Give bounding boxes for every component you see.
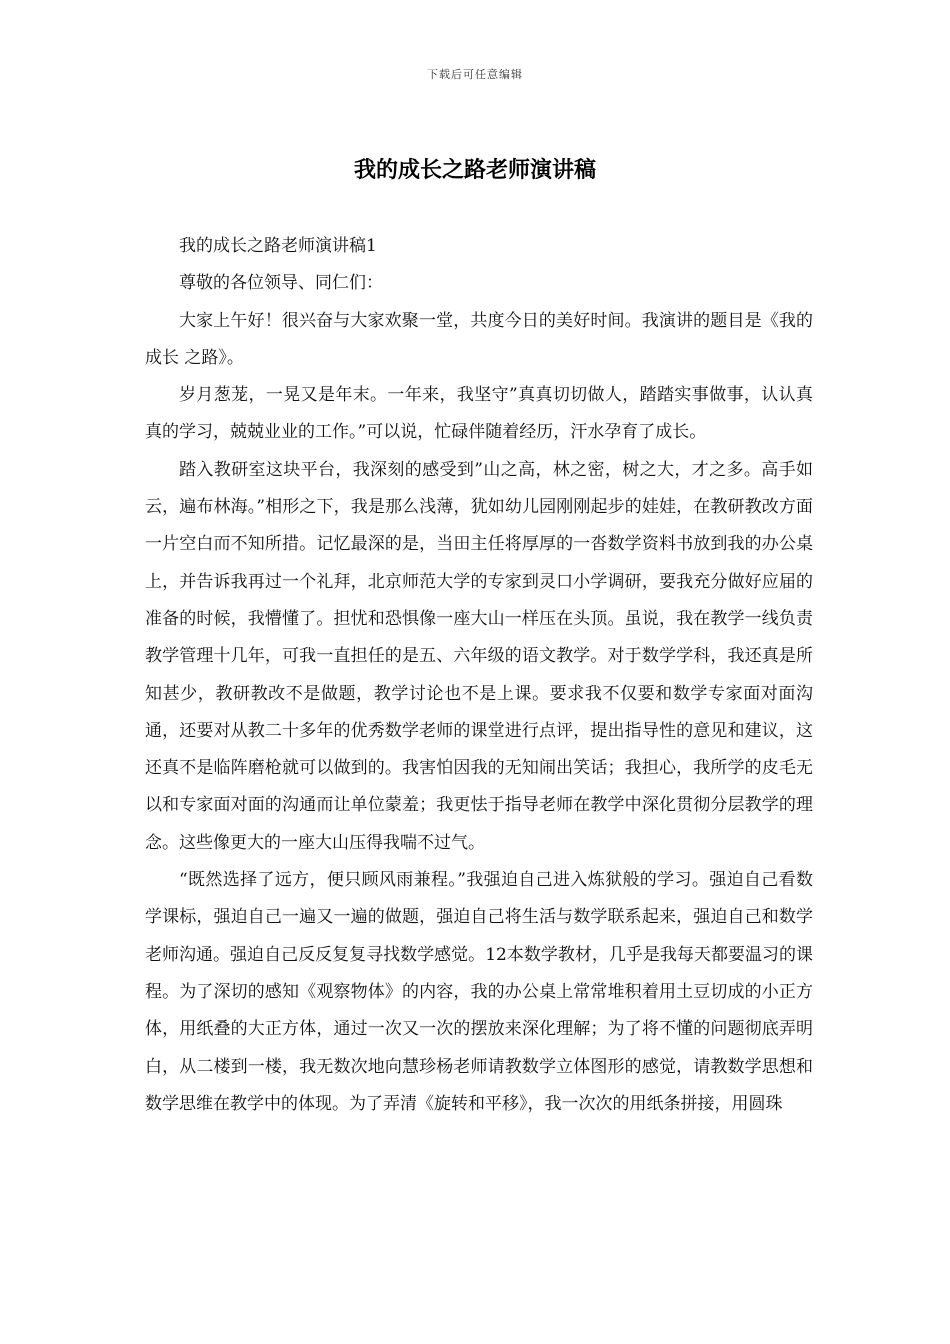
paragraph: “既然选择了远方，便只顾风雨兼程。”我强迫自己进入炼狱般的学习。强迫自己看数学课标，强迫自己一遍又一遍的做题，强迫自己将生活与数学联系起来，强迫自己和数学老师沟通。强迫自己反反复复寻找数学感觉。12本数学教材，几乎是我每天都要温习的课程。为了深切的感知《观察物体》的内容，我的办公桌上常常堆积着用土豆切成的小正方体，用纸叠的大正方体，通过一次又一次的摆放来深化理解；为了将不懂的问题彻底弄明白，从二楼到一楼，我无数次地向慧珍杨老师请教数学立体图形的感觉，请教数学思想和数学思维在教学中的体现。为了弄清《旋转和平移》，我一次次的用纸条拼接，用圆珠	[145, 870, 813, 1114]
header-note: 下载后可任意编辑	[427, 68, 523, 81]
document-title: 我的成长之路老师演讲稿	[353, 158, 596, 183]
paragraph: 尊敬的各位领导、同仁们：	[179, 273, 383, 294]
paragraph: 岁月葱茏，一晃又是年末。一年来，我坚守”真真切切做人，踏踏实事做事，认认真真的学习，兢兢业业的工作。”可以说，忙碌伴随着经历，汗水孕育了成长。	[145, 385, 813, 443]
paragraph: 我的成长之路老师演讲稿1	[179, 236, 377, 256]
paragraph: 踏入教研室这块平台，我深刻的感受到”山之高，林之密，树之大，才之多。高手如云，遍布林海。”相形之下，我是那么浅薄，犹如幼儿园刚刚起步的娃娃，在教研教改方面一片空白而不知所措。记忆最深的是，当田主任将厚厚的一沓数学资料书放到我的办公桌上，并告诉我再过一个礼拜，北京师范大学的专家到灵口小学调研，要我充分做好应届的准备的时候，我懵懂了。担忧和恐惧像一座大山一样压在头顶。虽说，我在教学一线负责教学管理十几年，可我一直担任的是五、六年级的语文教学。对于数学学科，我还真是所知甚少，教研教改不是做题，教学讨论也不是上课。要求我不仅要和数学专家面对面沟通，还要对从教二十多年的优秀数学老师的课堂进行点评，提出指导性的意见和建议，这还真不是临阵磨枪就可以做到的。我害怕因我的无知闹出笑话；我担心，我所学的皮毛无以和专家面对面的沟通而让单位蒙羞；我更怯于指导老师在教学中深化贯彻分层教学的理念。这些像更大的一座大山压得我喘不过气。	[145, 459, 813, 853]
document-body	[145, 228, 813, 1123]
paragraph: 大家上午好！很兴奋与大家欢聚一堂，共度今日的美好时间。我演讲的题目是《我的成长 之路》。	[145, 310, 813, 368]
